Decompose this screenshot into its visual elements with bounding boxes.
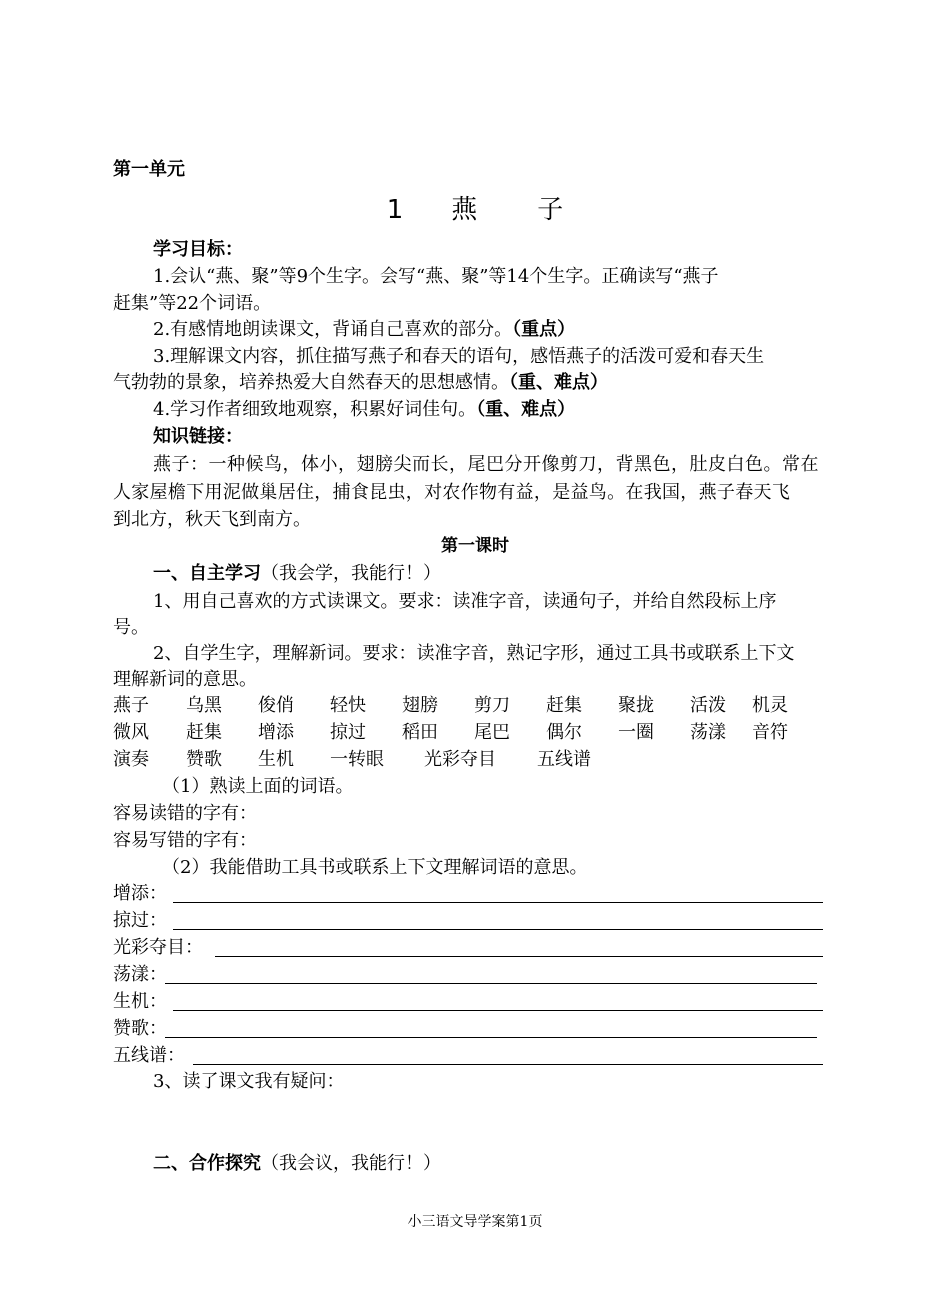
vocab-word: 活泼: [690, 695, 726, 716]
goal-1-line-1: 1.会认“燕、聚”等9个生字。会写“燕、聚”等14个生字。正确读写“燕子: [153, 266, 719, 287]
vocab-row-3: [113, 746, 853, 774]
cooperate-heading-rest: （我会议，我能行！）: [261, 1153, 441, 1174]
vocab-word: 乌黑: [186, 695, 222, 716]
vocab-word: 荡漾: [690, 722, 726, 743]
vocab-word: 赶集: [546, 695, 582, 716]
vocab-word: 赶集: [186, 722, 222, 743]
definition-label-guangcai: 光彩夺目：: [113, 937, 203, 958]
goal-3-text: 气勃勃的景象，培养热爱大自然春天的思想感情。: [113, 372, 509, 393]
goal-4-text: 4.学习作者细致地观察，积累好词佳句。: [153, 399, 477, 420]
vocab-word: 赞歌: [186, 749, 222, 770]
definition-label-zange: 赞歌：: [113, 1018, 167, 1039]
item-2-line-2: 理解新词的意思。: [113, 669, 257, 690]
vocab-word: 偶尔: [546, 722, 582, 743]
answer-line[interactable]: [173, 902, 823, 903]
item-2-line-1: 2、自学生字，理解新词。要求：读准字音，熟记字形，通过工具书或联系上下文: [153, 643, 795, 664]
lesson-period-heading: 第一课时: [441, 536, 509, 556]
knowledge-heading: 知识链接：: [153, 426, 243, 447]
easy-misread-label: 容易读错的字有：: [113, 803, 257, 824]
item-1-line-2: 号。: [113, 617, 149, 638]
lesson-title-char-1: 燕: [451, 195, 478, 225]
goal-2: [153, 316, 575, 344]
vocab-word: 稻田: [402, 722, 438, 743]
vocab-word: 机灵: [752, 695, 788, 716]
unit-heading: 第一单元: [113, 159, 185, 180]
lesson-number: 1: [386, 195, 404, 225]
vocab-word: 翅膀: [402, 695, 438, 716]
goal-3-tag: （重、难点）: [509, 372, 608, 393]
vocab-word: 微风: [113, 722, 149, 743]
goal-4: [153, 396, 575, 424]
cooperate-heading-bold: 二、合作探究: [153, 1153, 261, 1174]
goal-3-line-2: [113, 369, 608, 397]
vocab-word: 掠过: [330, 722, 366, 743]
answer-line[interactable]: [165, 1037, 817, 1038]
easy-miswrite-label: 容易写错的字有：: [113, 830, 257, 851]
page-footer: 小三语文导学案第1页: [407, 1214, 543, 1230]
vocab-word: 一圈: [618, 722, 654, 743]
vocab-word: 燕子: [113, 695, 149, 716]
vocab-word: 增添: [258, 722, 294, 743]
vocab-row-2: [113, 719, 853, 747]
goal-3-line-1: 3.理解课文内容，抓住描写燕子和春天的语句，感悟燕子的活泼可爱和春天生: [153, 346, 765, 367]
vocab-word: 聚拢: [618, 695, 654, 716]
vocab-word: 光彩夺目: [424, 749, 496, 770]
lesson-title-char-2: 子: [537, 195, 564, 225]
answer-line[interactable]: [165, 983, 817, 984]
definition-label-dangyang: 荡漾：: [113, 964, 167, 985]
vocab-word: 生机: [258, 749, 294, 770]
vocab-word: 演奏: [113, 749, 149, 770]
item-3-question: 3、读了课文我有疑问：: [153, 1071, 345, 1092]
vocab-word: 轻快: [330, 695, 366, 716]
cooperate-heading: [153, 1150, 441, 1178]
vocab-row-1: [113, 692, 853, 720]
self-study-heading-bold: 一、自主学习: [153, 563, 261, 584]
goal-2-tag: （重点）: [512, 319, 576, 340]
item-1-line-1: 1、用自己喜欢的方式读课文。要求：读准字音，读通句子，并给自然段标上序: [153, 591, 777, 612]
goal-4-tag: （重、难点）: [476, 399, 576, 420]
answer-line[interactable]: [173, 929, 823, 930]
sub-item-2: （2）我能借助工具书或联系上下文理解词语的意思。: [162, 857, 588, 878]
knowledge-line-3: 到北方，秋天飞到南方。: [113, 509, 311, 530]
vocab-word: 剪刀: [474, 695, 510, 716]
answer-line[interactable]: [173, 1010, 823, 1011]
self-study-heading: [153, 560, 441, 588]
goal-2-text: 2.有感情地朗读课文，背诵自己喜欢的部分。: [153, 319, 513, 340]
lesson-title: [0, 192, 950, 228]
definition-label-wuxianpu: 五线谱：: [113, 1045, 185, 1066]
vocab-word: 五线谱: [537, 749, 591, 770]
goals-heading: 学习目标：: [153, 239, 243, 260]
answer-line[interactable]: [193, 1064, 823, 1065]
knowledge-line-2: 人家屋檐下用泥做巢居住，捕食昆虫，对农作物有益，是益鸟。在我国，燕子春天飞: [113, 482, 791, 503]
definition-label-lueguo: 掠过：: [113, 910, 167, 931]
vocab-word: 尾巴: [474, 722, 510, 743]
vocab-word: 俊俏: [258, 695, 294, 716]
vocab-word: 音符: [752, 722, 788, 743]
self-study-heading-rest: （我会学，我能行！）: [261, 563, 441, 584]
vocab-word: 一转眼: [330, 749, 384, 770]
knowledge-line-1: 燕子：一种候鸟，体小，翅膀尖而长，尾巴分开像剪刀，背黑色，肚皮白色。常在: [153, 454, 819, 475]
answer-line[interactable]: [215, 956, 823, 957]
sub-item-1: （1）熟读上面的词语。: [162, 776, 354, 797]
definition-label-zengtian: 增添：: [113, 883, 167, 904]
goal-1-line-2: 赶集”等22个词语。: [113, 293, 272, 314]
definition-label-shengji: 生机：: [113, 991, 167, 1012]
